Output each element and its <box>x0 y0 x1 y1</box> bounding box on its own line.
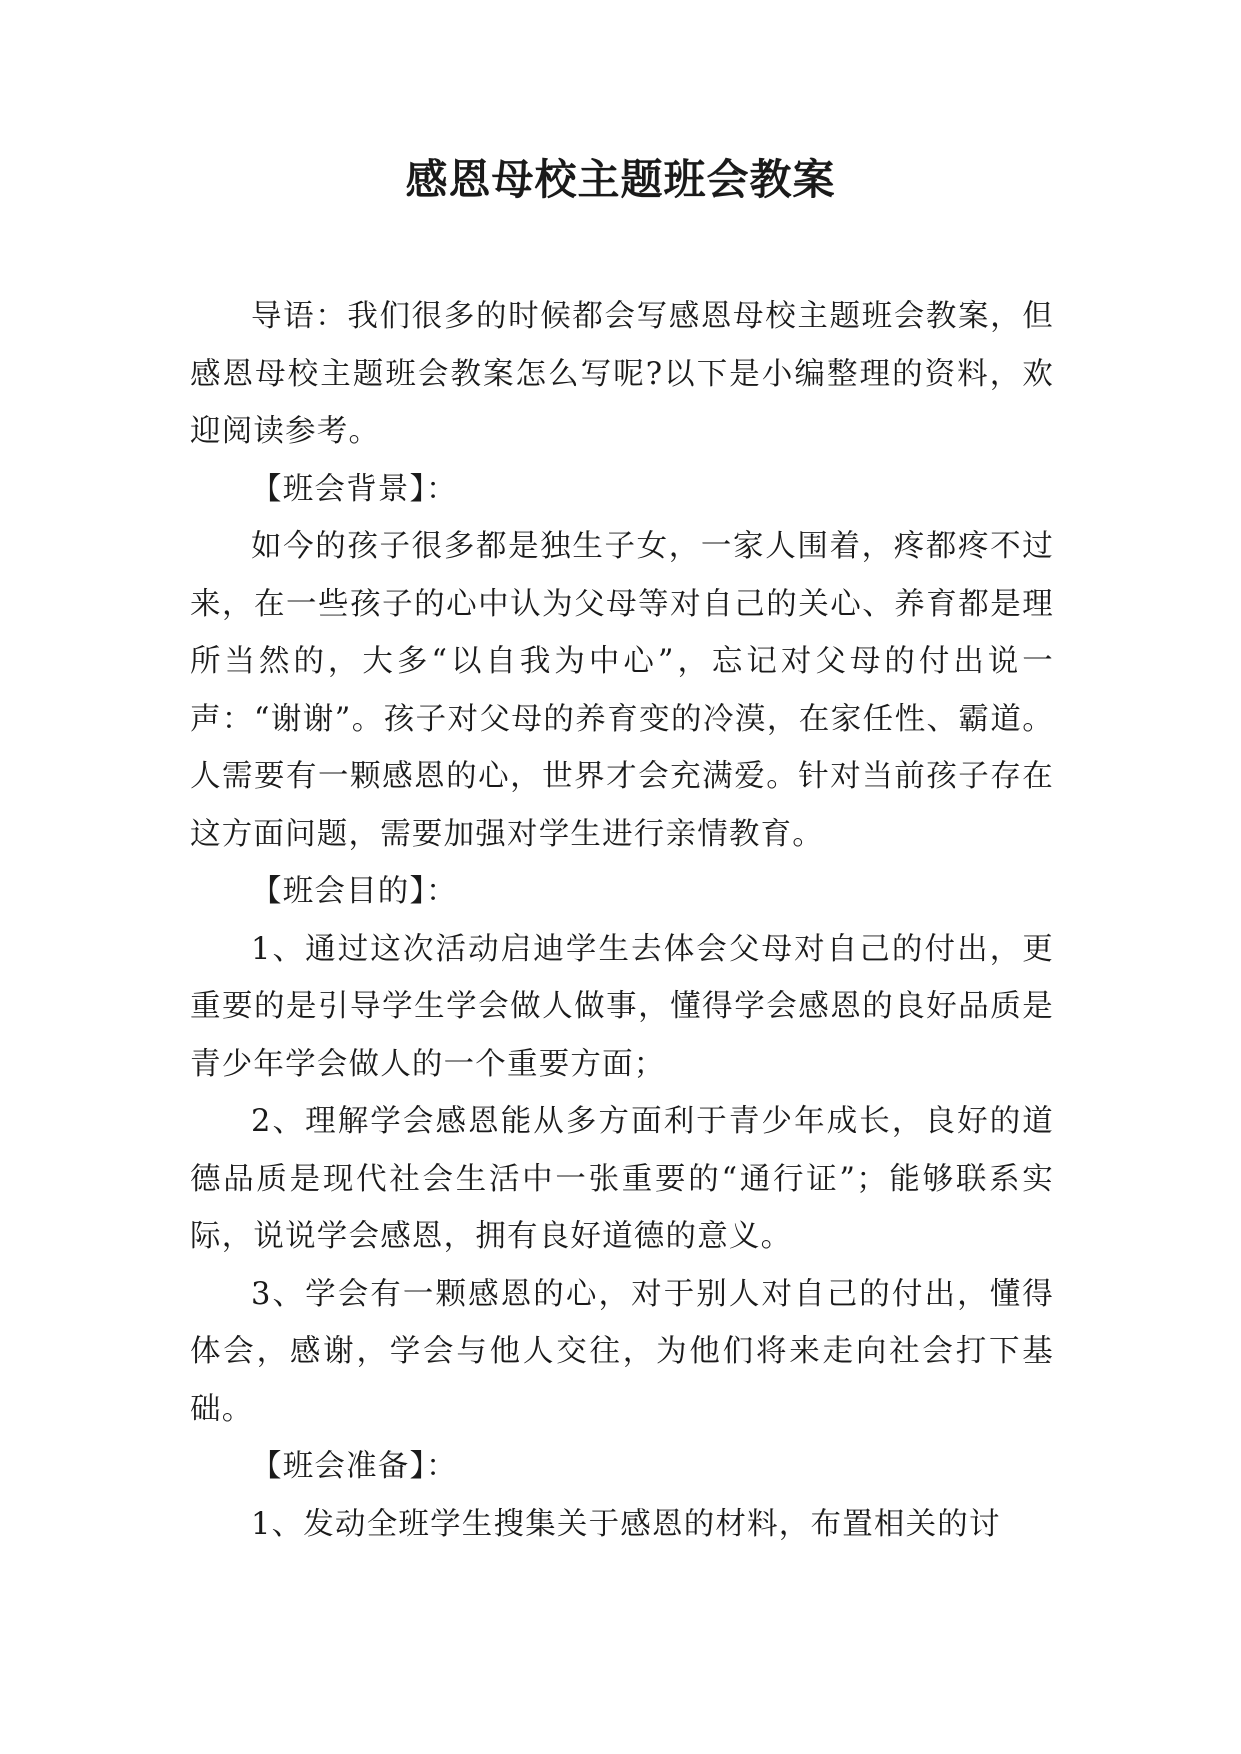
background-paragraph: 如今的孩子很多都是独生子女，一家人围着，疼都疼不过来，在一些孩子的心中认为父母等对自己的关心、养育都是理所当然的，大多“以自我为中心”，忘记对父母的付出说一声：“谢谢”。孩子对父母的养育变的冷漠，在家任性、霸道。人需要有一颗感恩的心，世界才会充满爱。针对当前孩子存在这方面问题，需要加强对学生进行亲情教育。 <box>190 529 1054 852</box>
document-body <box>190 288 1054 1553</box>
purpose-item-3: 3、学会有一颗感恩的心，对于别人对自己的付出，懂得体会，感谢，学会与他人交往，为他们将来走向社会打下基础。 <box>190 1276 1054 1427</box>
section-heading-background: 【班会背景】： <box>251 471 458 507</box>
section-heading-purpose: 【班会目的】： <box>251 874 458 909</box>
preparation-item-1: 1、发动全班学生搜集关于感恩的材料，布置相关的讨 <box>251 1506 1001 1542</box>
purpose-item-2: 2、理解学会感恩能从多方面利于青少年成长，良好的道德品质是现代社会生活中一张重要的“通行证”；能够联系实际，说说学会感恩，拥有良好道德的意义。 <box>190 1104 1054 1254</box>
intro-paragraph: 导语：我们很多的时候都会写感恩母校主题班会教案，但感恩母校主题班会教案怎么写呢?以下是小编整理的资料，欢迎阅读参考。 <box>190 299 1054 449</box>
section-heading-preparation: 【班会准备】： <box>251 1449 458 1484</box>
document-title: 感恩母校主题班会教案 <box>405 155 836 204</box>
purpose-item-1: 1、通过这次活动启迪学生去体会父母对自己的付出，更重要的是引导学生学会做人做事，懂得学会感恩的良好品质是青少年学会做人的一个重要方面； <box>190 931 1054 1082</box>
